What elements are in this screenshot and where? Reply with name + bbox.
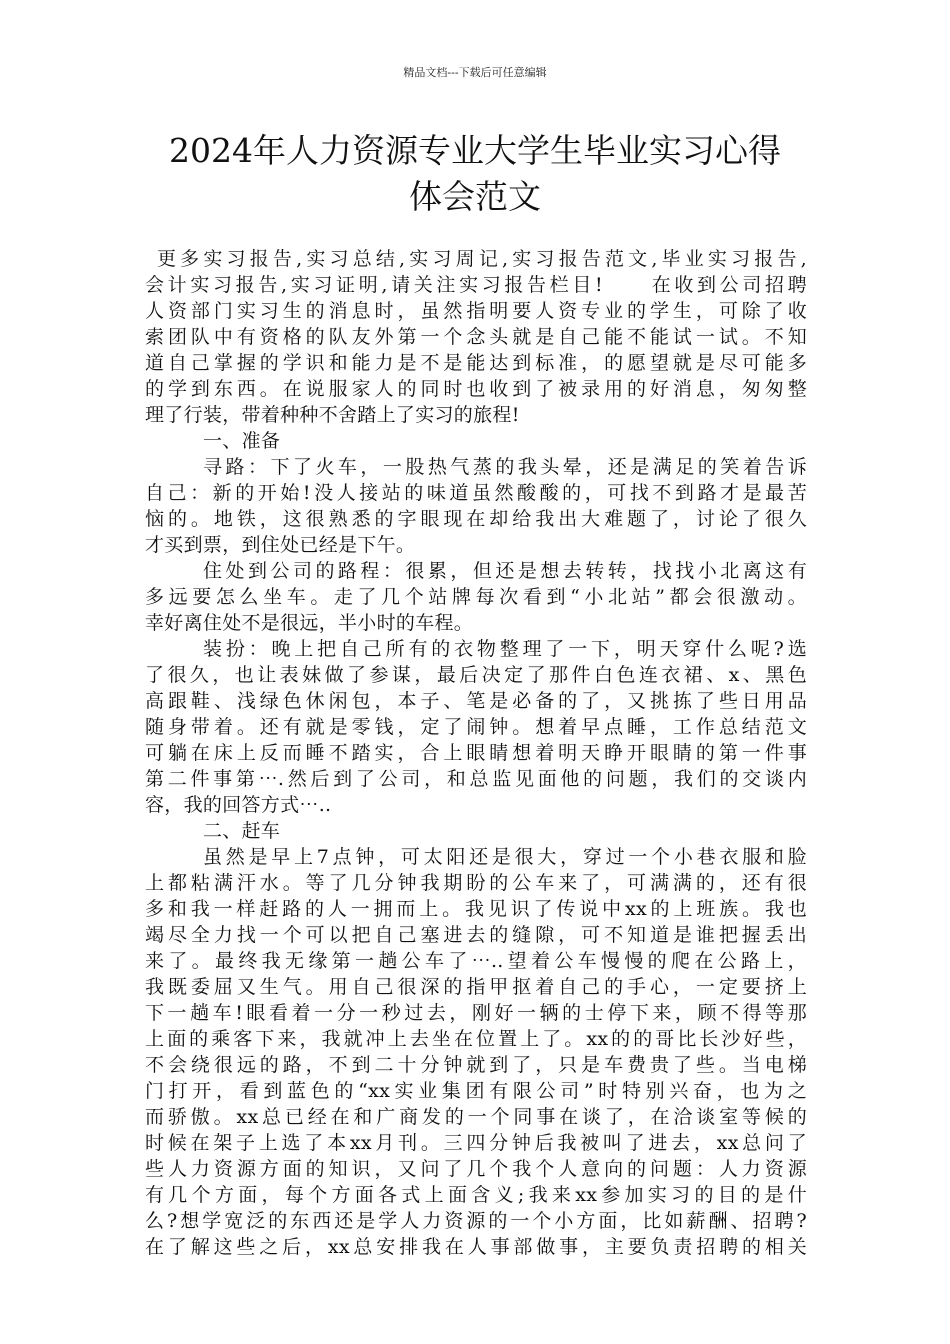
body-text-line: 容，我的回答方式⋯.. xyxy=(145,794,332,816)
body-text-line: 虽然是早上7点钟，可太阳还是很大，穿过一个小巷衣服和脸 xyxy=(203,846,807,868)
body-text-line: 才买到票，到住处已经是下午。 xyxy=(145,534,416,556)
body-text-line: 住处到公司的路程：很累，但还是想去转转，找找小北离这有 xyxy=(203,560,807,582)
body-text-line: 人资部门实习生的消息时，虽然指明要人资专业的学生，可除了收 xyxy=(145,300,807,322)
body-text-line: 装扮：晚上把自己所有的衣物整理了一下，明天穿什么呢?选 xyxy=(203,638,807,660)
body-text-line: 有几个方面，每个方面各式上面含义;我来xx参加实习的目的是什 xyxy=(145,1184,807,1206)
body-text-line: 的学到东西。在说服家人的同时也收到了被录用的好消息，匆匆整 xyxy=(145,378,807,400)
body-text-line: 么?想学宽泛的东西还是学人力资源的一个小方面，比如薪酬、招聘? xyxy=(145,1210,807,1232)
body-text-line: 可躺在床上反而睡不踏实，合上眼睛想着明天睁开眼睛的第一件事 xyxy=(145,742,807,764)
body-text-line: 在了解这些之后，xx总安排我在人事部做事，主要负责招聘的相关 xyxy=(145,1236,807,1258)
body-text-line: 些人力资源方面的知识，又问了几个我个人意向的问题：人力资源 xyxy=(145,1158,807,1180)
body-text-line: 索团队中有资格的队友外第一个念头就是自己能不能试一试。不知 xyxy=(145,326,807,348)
body-text-line: 上都粘满汗水。等了几分钟我期盼的公车来了，可满满的，还有很 xyxy=(145,872,807,894)
body-text-line: 竭尽全力找一个可以把自己塞进去的缝隙，可不知道是谁把握丢出 xyxy=(145,924,807,946)
body-text-line: 不会绕很远的路，不到二十分钟就到了，只是车费贵了些。当电梯 xyxy=(145,1054,807,1076)
document-title xyxy=(130,128,820,220)
body-text-line: 我既委屈又生气。用自己很深的指甲抠着自己的手心，一定要挤上 xyxy=(145,976,807,998)
body-text-line: 恼的。地铁，这很熟悉的字眼现在却给我出大难题了，讨论了很久 xyxy=(145,508,807,530)
body-text-line: 寻路：下了火车，一股热气蒸的我头晕，还是满足的笑着告诉 xyxy=(203,456,807,478)
body-text-line: 高跟鞋、浅绿色休闲包，本子、笔是必备的了，又挑拣了些日用品 xyxy=(145,690,807,712)
body-text-line: 更多实习报告,实习总结,实习周记,实习报告范文,毕业实习报告, xyxy=(157,248,807,270)
document-header-note: 精品文档---下载后可任意编辑 xyxy=(403,66,547,79)
body-text-line: 理了行装，带着种种不舍踏上了实习的旅程! xyxy=(145,404,520,426)
body-text-line: 道自己掌握的学识和能力是不是能达到标准，的愿望就是尽可能多 xyxy=(145,352,807,374)
body-text-line: 多和我一样赶路的人一拥而上。我见识了传说中xx的上班族。我也 xyxy=(145,898,807,920)
body-text-line: 时候在架子上选了本xx月刊。三四分钟后我被叫了进去，xx总问了 xyxy=(145,1132,807,1154)
body-text-line: 第二件事第⋯.然后到了公司，和总监见面他的问题，我们的交谈内 xyxy=(145,768,807,790)
document-body xyxy=(145,246,807,1260)
body-text-line: 多远要怎么坐车。走了几个站牌每次看到“小北站”都会很激动。 xyxy=(145,586,807,608)
body-text-line: 自己：新的开始!没人接站的味道虽然酸酸的，可找不到路才是最苦 xyxy=(145,482,807,504)
body-text-line: 门打开，看到蓝色的“xx实业集团有限公司”时特别兴奋，也为之 xyxy=(145,1080,807,1102)
body-text-line: 二、赶车 xyxy=(203,820,281,842)
body-text-line: 而骄傲。xx总已经在和广商发的一个同事在谈了，在洽谈室等候的 xyxy=(145,1106,807,1128)
body-text-line: 了很久，也让表妹做了参谋，最后决定了那件白色连衣裙、x、黑色 xyxy=(145,664,807,686)
body-text-line: 下一趟车!眼看着一分一秒过去，刚好一辆的士停下来，顾不得等那 xyxy=(145,1002,807,1024)
document-title-line: 体会范文 xyxy=(409,177,541,216)
body-text-line: 随身带着。还有就是零钱，定了闹钟。想着早点睡，工作总结范文 xyxy=(145,716,807,738)
body-text-line: 会计实习报告,实习证明,请关注实习报告栏目! 在收到公司招聘 xyxy=(145,274,807,296)
document-title-line: 2024年人力资源专业大学生毕业实习心得 xyxy=(169,131,781,170)
body-text-line: 来了。最终我无缘第一趟公车了⋯..望着公车慢慢的爬在公路上， xyxy=(145,950,807,972)
body-text-line: 上面的乘客下来，我就冲上去坐在位置上了。xx的的哥比长沙好些， xyxy=(145,1028,807,1050)
body-text-line: 一、准备 xyxy=(203,430,281,452)
body-text-line: 幸好离住处不是很远，半小时的车程。 xyxy=(145,612,474,634)
